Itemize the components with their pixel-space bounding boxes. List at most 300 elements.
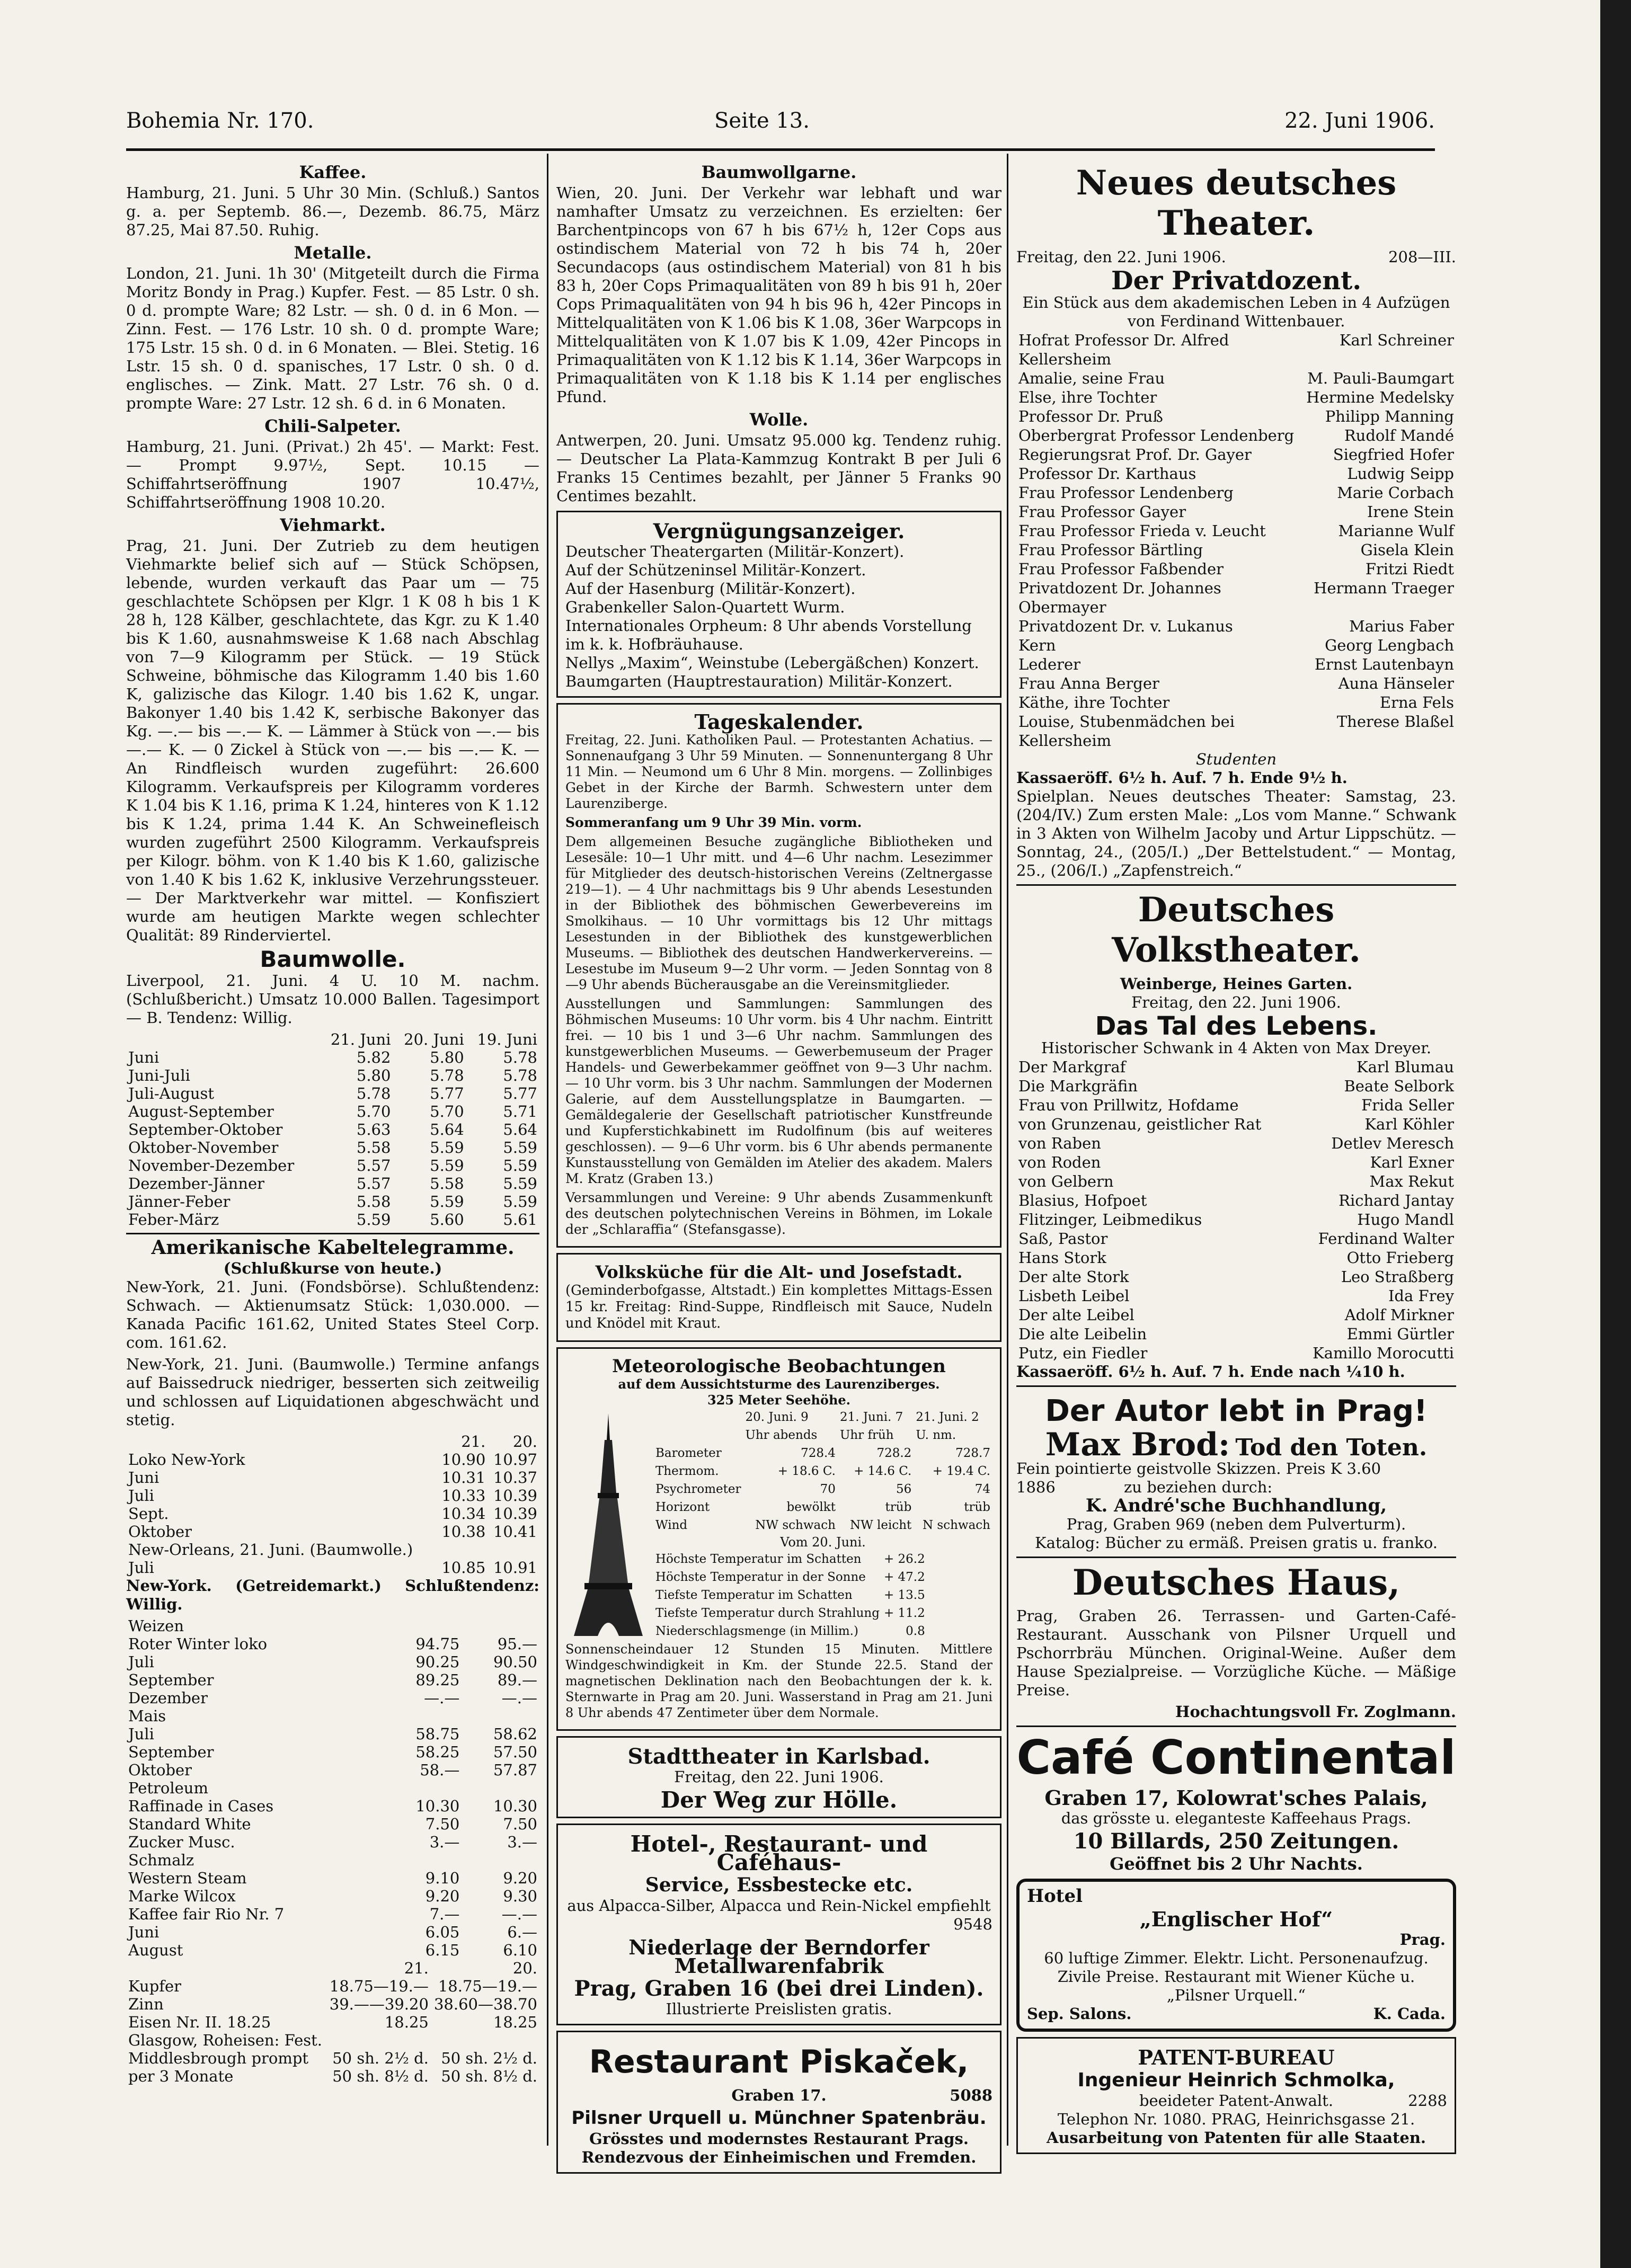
- cell-value: 5.58: [430, 1175, 464, 1193]
- cell-value: 5.80: [356, 1066, 391, 1084]
- piskacek-ad: [556, 2031, 1001, 2174]
- stadttheater-play: Der Weg zur Hölle.: [660, 1787, 898, 1813]
- cell-value: 39.——39.20: [329, 1995, 429, 2013]
- kaffee-text: Hamburg, 21. Juni. 5 Uhr 30 Min. (Schluß.) Santos g. a. per Septemb. 86.—, Dezemb. 86.75, März 87.25, Mai 87.50. Ruhig.: [126, 184, 539, 239]
- header-center: Seite 13.: [714, 109, 810, 133]
- scan-edge: [1600, 0, 1631, 2268]
- piskacek-number: 5088: [950, 2086, 992, 2104]
- brod-bezug: zu beziehen durch:: [1124, 1478, 1273, 1496]
- table-row: [653, 1444, 992, 1462]
- patent-bureau-footer: Ausarbeitung von Patenten für alle Staaten.: [1046, 2129, 1426, 2147]
- row-label: September: [128, 1743, 214, 1761]
- row-label: Tiefste Temperatur durch Strahlung: [655, 1606, 880, 1620]
- table-row: [1016, 655, 1456, 674]
- table-row: [126, 1779, 539, 1797]
- table-row: [1016, 1057, 1456, 1077]
- patent-bureau-name: Ingenieur Heinrich Schmolka,: [1077, 2069, 1395, 2091]
- table-row: [126, 2049, 539, 2067]
- cell-value: 5.80: [430, 1048, 464, 1066]
- cell-value: 10.30: [493, 1797, 537, 1815]
- englischer-hof-ad: [1016, 1879, 1456, 2032]
- row-label: Lisbeth Leibel: [1018, 1287, 1130, 1305]
- berndorf-pricelist: Illustrierte Preislisten gratis.: [666, 2000, 892, 2018]
- divider: [1016, 1726, 1456, 1727]
- cell-value: Otto Frieberg: [1346, 1249, 1454, 1267]
- cell-value: Marianne Wulf: [1338, 522, 1454, 540]
- cell-value: 74: [974, 1482, 990, 1496]
- cell-value: Leo Straßberg: [1341, 1268, 1454, 1286]
- baumwollgarne-heading: Baumwollgarne.: [701, 162, 857, 182]
- row-label: Western Steam: [128, 1869, 247, 1887]
- cell-value: Ludwig Seipp: [1347, 465, 1454, 483]
- row-label: Frau Professor Bärtling: [1018, 541, 1203, 559]
- table-row: [653, 1498, 992, 1516]
- englischer-hof-salons: Sep. Salons.: [1027, 2005, 1132, 2023]
- cell-value: 5.70: [430, 1102, 464, 1120]
- cell-value: 5.64: [503, 1120, 537, 1139]
- cell-value: 5.71: [503, 1102, 537, 1120]
- table-row: [1016, 540, 1456, 559]
- cell-value: Beate Selbork: [1344, 1077, 1454, 1095]
- cell-value: Erna Fels: [1379, 693, 1454, 711]
- row-label: Kupfer: [128, 1977, 182, 1995]
- cell-value: 18.25: [493, 2013, 537, 2031]
- cell-value: 6.—: [507, 1923, 537, 1941]
- row-label: Juli: [128, 1725, 154, 1743]
- cell-value: bewölkt: [786, 1500, 836, 1514]
- cell-value: 5.59: [430, 1157, 464, 1175]
- cell-value: 89.25: [415, 1671, 460, 1689]
- cell-value: 10.39: [493, 1487, 537, 1505]
- table-row: [126, 1725, 539, 1743]
- table-row: [1016, 1153, 1456, 1172]
- berndorf-subheading: Service, Essbestecke etc.: [645, 1874, 913, 1896]
- cell-value: Frida Seller: [1361, 1096, 1454, 1114]
- cell-value: 89.—: [497, 1671, 537, 1689]
- piskacek-line-1: Grösstes und modernstes Restaurant Prags.: [589, 2130, 969, 2148]
- cell-value: Irene Stein: [1367, 503, 1454, 521]
- cell-value: 18.75—19.—: [329, 1977, 429, 1995]
- table-row: [1016, 1096, 1456, 1115]
- table-row: [126, 1887, 539, 1905]
- table-row: [1016, 388, 1456, 407]
- table-row: [126, 1905, 539, 1923]
- row-label: Mais: [128, 1707, 166, 1725]
- volkstheater-cast: [1016, 1057, 1456, 1363]
- row-label: Petroleum: [128, 1779, 208, 1797]
- row-label: von Gelbern: [1018, 1172, 1114, 1190]
- cell-value: 9.20: [425, 1887, 460, 1905]
- cell-value: 5.59: [503, 1193, 537, 1211]
- metalle-heading: Metalle.: [294, 243, 372, 263]
- cell-value: Georg Lengbach: [1325, 636, 1454, 654]
- berndorf-text: aus Alpacca-Silber, Alpacca und Rein-Nickel empfiehlt: [567, 1897, 991, 1915]
- row-label: New-Orleans, 21. Juni. (Baumwolle.): [128, 1541, 413, 1559]
- table-row: [126, 1653, 539, 1671]
- cell-value: 3.—: [429, 1833, 460, 1851]
- divider: [1016, 884, 1456, 886]
- row-label: Else, ihre Tochter: [1018, 388, 1157, 406]
- row-label: Louise, Stubenmädchen bei Kellersheim: [1018, 713, 1235, 750]
- meteorologie-table: [653, 1408, 992, 1534]
- tageskalender-box: [556, 703, 1001, 1248]
- meteorologie-table-body: [653, 1444, 992, 1534]
- row-label: Frau Professor Frieda v. Leucht: [1018, 522, 1266, 540]
- cafe-continental-address: Graben 17, Kolowrat'sches Palais,: [1044, 1786, 1428, 1810]
- englischer-hof-text: 60 luftige Zimmer. Elektr. Licht. Personenaufzug. Zivile Preise. Restaurant mit Wiener Küche u. „Pilsner Urquell.“: [1044, 1949, 1429, 2004]
- brod-number: 1886: [1016, 1478, 1056, 1496]
- brod-address: Prag, Graben 969 (neben dem Pulverturm).: [1066, 1515, 1406, 1533]
- cell-value: 10.41: [493, 1523, 537, 1541]
- row-label: Kaffee fair Rio Nr. 7: [128, 1905, 285, 1923]
- column-2: [556, 159, 1001, 2166]
- deutsches-haus-text: Prag, Graben 26. Terrassen- und Garten-Café-Restaurant. Ausschank von Pilsner Urquell und Pschorrbräu München. Original-Weine. Außer dem Hause Spezialpreise. — Vorzügliche Küche. — Mäßige Preise.: [1016, 1607, 1456, 1699]
- getreide-table: [126, 1617, 539, 1959]
- cell-value: [384, 1851, 462, 1869]
- meteorologie-box: [556, 1347, 1001, 1731]
- table-row: [1016, 579, 1456, 617]
- table-row: [126, 1761, 539, 1779]
- row-label: Der alte Leibel: [1018, 1306, 1134, 1324]
- divider: [1016, 1385, 1456, 1387]
- cell-value: 50 sh. 8½ d.: [441, 2067, 537, 2085]
- cell-value: Karl Exner: [1370, 1153, 1454, 1171]
- deutsches-haus-heading: Deutsches Haus,: [1072, 1562, 1400, 1603]
- table-row: [1016, 426, 1456, 445]
- cell-value: trüb: [964, 1500, 990, 1514]
- brod-name: Max Brod:: [1045, 1426, 1230, 1463]
- table-row: [1016, 407, 1456, 426]
- brod-ad-heading: Der Autor lebt in Prag!: [1045, 1394, 1428, 1428]
- row-label: Die Markgräfin: [1018, 1077, 1138, 1095]
- row-label: Marke Wilcox: [128, 1887, 236, 1905]
- volkskueche-box: [556, 1253, 1001, 1342]
- berndorf-address: Prag, Graben 16 (bei drei Linden).: [574, 1976, 984, 2001]
- meteorologie-extremes-body: [653, 1550, 927, 1640]
- viehmarkt-heading: Viehmarkt.: [280, 515, 386, 535]
- cell-value: Rudolf Mandé: [1344, 426, 1454, 444]
- brod-text: Fein pointierte geistvolle Skizzen. Preis K 3.60: [1016, 1460, 1381, 1478]
- table-row: [1016, 521, 1456, 540]
- row-label: Raffinade in Cases: [128, 1797, 274, 1815]
- table-row: [126, 1743, 539, 1761]
- column-header: 21. Juni. 2 U. nm.: [916, 1410, 979, 1442]
- table-row: [126, 1211, 539, 1229]
- table-row: [126, 1851, 539, 1869]
- table-row: [126, 1523, 539, 1541]
- neues-theater-date-row: [1016, 248, 1456, 266]
- cell-value: Hermann Traeger: [1314, 579, 1454, 597]
- cell-value: 9.20: [503, 1869, 537, 1887]
- row-label: Höchste Temperatur im Schatten: [655, 1552, 862, 1566]
- column-rule-2: [1007, 154, 1008, 2146]
- row-label: Dezember-Jänner: [128, 1175, 265, 1193]
- table-row: [126, 1689, 539, 1707]
- meteorologie-extremes-table: [653, 1550, 927, 1640]
- column-header: 20. Juni: [404, 1030, 464, 1048]
- row-label: Käthe, ihre Tochter: [1018, 693, 1170, 711]
- cell-value: 57.87: [493, 1761, 537, 1779]
- piskacek-beer: Pilsner Urquell u. Münchner Spatenbräu.: [571, 2107, 987, 2129]
- baumwolle-table: [126, 1030, 539, 1229]
- row-label: Roter Winter loko: [128, 1635, 268, 1653]
- table-row: [1016, 617, 1456, 636]
- volkstheater-kassa: Kassaeröff. 6½ h. Auf. 7 h. Ende nach ¼10 h.: [1016, 1363, 1405, 1381]
- table-row: [1016, 1324, 1456, 1344]
- row-label: Thermom.: [655, 1464, 719, 1478]
- row-label: Juni: [128, 1048, 159, 1066]
- row-label: Dezember: [128, 1689, 208, 1707]
- volkstheater-play: Das Tal des Lebens.: [1095, 1011, 1378, 1041]
- row-label: Professor Dr. Karthaus: [1018, 465, 1196, 483]
- cell-value: 728.4: [801, 1446, 836, 1460]
- table-row: [126, 1175, 539, 1193]
- cell-value: 90.50: [493, 1653, 537, 1671]
- row-label: Hans Stork: [1018, 1249, 1106, 1267]
- row-label: Die alte Leibelin: [1018, 1325, 1147, 1343]
- piskacek-line-2: Rendezvous der Einheimischen und Fremden.: [581, 2148, 977, 2166]
- row-label: Juni: [128, 1469, 159, 1487]
- cell-value: [462, 1779, 539, 1797]
- row-label: Juli: [128, 1487, 154, 1505]
- column-3: [1016, 159, 1456, 2146]
- cell-value: 5.78: [356, 1084, 391, 1102]
- getreide-text: New-York. (Getreidemarkt.) Schlußtendenz: Willig.: [126, 1577, 539, 1613]
- cell-value: 3.—: [507, 1833, 537, 1851]
- table-row: [1016, 1344, 1456, 1363]
- cell-value: 56: [896, 1482, 912, 1496]
- cell-value: —.—: [424, 1689, 460, 1707]
- cell-value: 58.—: [420, 1761, 460, 1779]
- row-label: per 3 Monate: [128, 2067, 234, 2085]
- table-row: [653, 1568, 927, 1586]
- row-label: von Raben: [1018, 1134, 1101, 1152]
- patent-bureau-heading: PATENT-BUREAU: [1138, 2045, 1335, 2069]
- row-label: Saß, Pastor: [1018, 1230, 1108, 1248]
- table-row: [126, 1102, 539, 1120]
- brod-shop: K. André'sche Buchhandlung,: [1085, 1495, 1387, 1516]
- table-row: [126, 1833, 539, 1851]
- neues-theater-spielplan: Spielplan. Neues deutsches Theater: Samstag, 23. (204/IV.) Zum ersten Male: „Los vom Manne.“ Schwank in 3 Akten von Wilhelm Jacoby und Artur Lippschütz. — Sonntag, 24., (205/I.) „Der Bettelstudent.“ — Montag, 25., (206/I.) „Zapfenstreich.“: [1016, 787, 1456, 879]
- ausstellungen-text: Ausstellungen und Sammlungen: Sammlungen des Böhmischen Museums: 10 Uhr vorm. bis 4 Uhr nachm. Eintritt frei. — 10 bis 1 und 3—6 Uhr nachm. Sammlungen des kunstgewerblichen Museums. — Gewerbemuseum der Prager Handels- und Gewerbekammer geöffnet von 9—3 Uhr nachm. — 10 Uhr vorm. bis 3 Uhr nachm. Sammlungen der Modernen Galerie, auf dem Ausstellungsplatze in Baumgarten. — Gemäldegalerie der Gesellschaft patriotischer Kunstfreunde und Kupferstichkabinett im Rudolfinum (bis auf weiteres geschlossen). — 9—6 Uhr vorm. bis 6 Uhr abends permanente Kunstausstellung von Gemälden im Atelier des akadem. Malers M. Kratz (Graben 13.): [565, 996, 992, 1186]
- cell-value: 5.78: [430, 1066, 464, 1084]
- patent-bureau-number: 2288: [1408, 2092, 1447, 2110]
- baumwollgarne-text: Wien, 20. Juni. Der Verkehr war lebhaft und war namhafter Umsatz zu verzeichnen. Es erzielten: 6er Barchentpincops von 67 h bis 67½ h, 12er Cops aus ostindischem Material von 72 h bis 74 h, 20er Secundacops (aus ostindischem Material) von 81 h bis 83 h, 20er Cops Primaqualitäten von 89 h bis 91 h, 20er Cops Primaqualitäten von 94 h bis 96 h, 42er Pincops in Mittelqualitäten von K 1.06 bis K 1.08, 36er Warpcops in Mittelqualitäten von K 1.07 bis K 1.09, 42er Pincops in Primaqualitäten von K 1.12 bis K 1.14, 36er Warpcops in Primaqualitäten von K 1.18 bis K 1.14 per englisches Pfund.: [556, 184, 1001, 406]
- cell-value: 18.25: [384, 2013, 429, 2031]
- cell-value: 6.15: [425, 1941, 460, 1959]
- column-header: 21. Juni. 7 Uhr früh: [839, 1410, 903, 1442]
- cell-value: 10.97: [493, 1451, 537, 1469]
- englischer-hof-owner: K. Cada.: [1373, 2005, 1446, 2023]
- englischer-hof-name: „Englischer Hof“: [1139, 1907, 1333, 1931]
- cell-value: [462, 1851, 539, 1869]
- cell-value: 58.75: [415, 1725, 460, 1743]
- table-row: [126, 1157, 539, 1175]
- row-label: Eisen Nr. II. 18.25: [128, 2013, 271, 2031]
- cell-value: [326, 2031, 431, 2049]
- metalle-text: London, 21. Juni. 1h 30' (Mitgeteilt durch die Firma Moritz Bondy in Prag.) Kupfer. Fest. — 85 Lstr. 0 sh. 0 d. prompte Ware; 82 Lstr. — sh. 0 d. in 6 Mon. — Zinn. Fest. — 176 Lstr. 10 sh. 0 d. prompte Ware; 175 Lstr. 15 sh. 0 d. in 6 Monaten. — Blei. Stetig. 16 Lstr. 15 sh. 0 d. spanisches, 17 Lstr. 0 sh. 0 d. englisches. — Zink. Matt. 27 Lstr. 76 sh. 0 d. prompte Ware: 27 Lstr. 12 sh. 6 d. in 6 Monaten.: [126, 264, 539, 412]
- cell-value: + 18.6 C.: [777, 1464, 836, 1478]
- table-row: [126, 1797, 539, 1815]
- list-item: Auf der Hasenburg (Militär-Konzert).: [565, 580, 856, 598]
- row-label: Sept.: [128, 1505, 169, 1523]
- table-row: [1016, 636, 1456, 655]
- wolle-heading: Wolle.: [749, 410, 809, 430]
- cell-value: Richard Jantay: [1339, 1191, 1454, 1209]
- cell-value: Detlev Meresch: [1331, 1134, 1454, 1152]
- cell-value: 5.59: [356, 1211, 391, 1229]
- berndorf-number: 9548: [953, 1915, 992, 1933]
- cell-value: 94.75: [415, 1635, 460, 1653]
- cell-value: Therese Blaßel: [1336, 713, 1454, 731]
- table-row: [126, 1541, 539, 1559]
- wolle-text: Antwerpen, 20. Juni. Umsatz 95.000 kg. Tendenz ruhig. — Deutscher La Plata-Kammzug Kontrakt B per Juli 6 Franks 15 Centimes bezahlt, per Jänner 5 Franks 90 Centimes bezahlt.: [556, 431, 1001, 505]
- kaffee-heading: Kaffee.: [299, 162, 367, 182]
- cell-value: 7.50: [503, 1815, 537, 1833]
- cell-value: 7.50: [425, 1815, 460, 1833]
- table-row: [126, 1995, 539, 2013]
- cell-value: 10.39: [493, 1505, 537, 1523]
- table-row: [653, 1480, 992, 1498]
- column-header: 19. Juni: [477, 1030, 537, 1048]
- cafe-continental-heading: Café Continental: [1016, 1730, 1456, 1785]
- table-row: [1016, 1191, 1456, 1210]
- row-label: Psychrometer: [655, 1482, 741, 1496]
- row-label: Lederer: [1018, 655, 1081, 673]
- table-row: [126, 1066, 539, 1084]
- volkstheater-heading: Deutsches Volkstheater.: [1112, 890, 1361, 970]
- cell-value: 9.10: [425, 1869, 460, 1887]
- row-label: Zinn: [128, 1995, 164, 2013]
- row-label: von Roden: [1018, 1153, 1101, 1171]
- cell-value: trüb: [885, 1500, 912, 1514]
- neues-theater-number: 208—III.: [1388, 248, 1456, 266]
- row-label: Frau von Prillwitz, Hofdame: [1018, 1096, 1239, 1114]
- table-row: [1016, 1115, 1456, 1134]
- stadttheater-heading: Stadttheater in Karlsbad.: [627, 1744, 930, 1769]
- cell-value: 90.25: [415, 1653, 460, 1671]
- row-label: Zucker Musc.: [128, 1833, 235, 1851]
- cell-value: 5.63: [356, 1120, 391, 1139]
- cafe-continental-billards: 10 Billards, 250 Zeitungen.: [1073, 1829, 1399, 1854]
- cell-value: 6.05: [425, 1923, 460, 1941]
- row-label: Barometer: [655, 1446, 722, 1460]
- table-row: [126, 1707, 539, 1725]
- cell-value: Karl Blumau: [1356, 1058, 1454, 1076]
- cell-value: + 19.4 C.: [932, 1464, 990, 1478]
- list-item: Deutscher Theatergarten (Militär-Konzert).: [565, 542, 905, 561]
- berndorf-store: Niederlage der Berndorfer Metallwarenfabrik: [628, 1935, 929, 1978]
- row-label: Standard White: [128, 1815, 251, 1833]
- table-row: [1016, 1134, 1456, 1153]
- row-label: Horizont: [655, 1500, 710, 1514]
- cell-value: 5.58: [356, 1193, 391, 1211]
- cell-value: 18.75—19.—: [438, 1977, 537, 1995]
- row-label: Oktober: [128, 1523, 192, 1541]
- cell-value: 58.62: [493, 1725, 537, 1743]
- column-1: [126, 159, 539, 2146]
- tageskalender-text: Freitag, 22. Juni. Katholiken Paul. — Protestanten Achatius. — Sonnenaufgang 3 Uhr 59 Minuten. — Sonnenuntergang 8 Uhr 11 Min. — Neumond um 6 Uhr 8 Min. morgens. — Zollinbiges Gebet in der Kirche der Barmh. Schwestern unter dem Laurenziberge.: [565, 732, 992, 811]
- cell-value: + 13.5: [883, 1588, 925, 1602]
- cell-value: [384, 1707, 462, 1725]
- table-row: [1016, 1172, 1456, 1191]
- table-row: [126, 1120, 539, 1139]
- cell-value: 5.59: [503, 1175, 537, 1193]
- table-row: [1016, 483, 1456, 502]
- vergnuegungsanzeiger-heading: Vergnügungsanzeiger.: [653, 519, 905, 543]
- table-header-row: [126, 1433, 539, 1451]
- cell-value: 5.78: [503, 1066, 537, 1084]
- list-item: Grabenkeller Salon-Quartett Wurm.: [565, 598, 845, 616]
- amerik-subheading: (Schlußkurse von heute.): [223, 1259, 442, 1277]
- piskacek-address-row: [565, 2086, 992, 2105]
- row-label: Tiefste Temperatur im Schatten: [655, 1588, 853, 1602]
- row-label: Regierungsrat Prof. Dr. Gayer: [1018, 446, 1252, 464]
- row-label: Kern: [1018, 636, 1056, 654]
- cell-value: 5.59: [430, 1193, 464, 1211]
- sommeranfang-text: Sommeranfang um 9 Uhr 39 Min. vorm.: [565, 815, 862, 830]
- piskacek-heading: Restaurant Piskaček,: [589, 2043, 969, 2080]
- observation-tower-illustration: [569, 1408, 648, 1641]
- table-row: [126, 1869, 539, 1887]
- patent-bureau-address: Telephon Nr. 1080. PRAG, Heinrichsgasse 21.: [1057, 2110, 1415, 2128]
- neues-theater-date: Freitag, den 22. Juni 1906.: [1016, 248, 1226, 266]
- cell-value: Philipp Manning: [1325, 407, 1454, 425]
- table-row: [1016, 1305, 1456, 1324]
- stadttheater-date: Freitag, den 22. Juni 1906.: [674, 1768, 884, 1786]
- cell-value: 57.50: [493, 1743, 537, 1761]
- header-left: Bohemia Nr. 170.: [126, 109, 314, 133]
- brod-katalog: Katalog: Bücher zu ermäß. Preisen gratis u. franko.: [1034, 1534, 1438, 1552]
- cell-value: 5.57: [356, 1175, 391, 1193]
- neues-theater-heading: Neues deutsches Theater.: [1076, 163, 1397, 243]
- cell-value: Karl Schreiner: [1339, 331, 1454, 349]
- row-label: Frau Professor Faßbender: [1018, 560, 1224, 578]
- row-label: Frau Anna Berger: [1018, 674, 1159, 692]
- cell-value: Ida Frey: [1388, 1287, 1454, 1305]
- row-label: Frau Professor Gayer: [1018, 503, 1186, 521]
- table-row: [653, 1462, 992, 1480]
- cell-value: 5.78: [503, 1048, 537, 1066]
- cell-value: 5.60: [430, 1211, 464, 1229]
- table-row: [126, 1487, 539, 1505]
- row-label: Oberbergrat Professor Lendenberg: [1018, 426, 1295, 444]
- cell-value: Max Rekut: [1369, 1172, 1454, 1190]
- cell-value: [487, 1541, 539, 1559]
- row-label: Schmalz: [128, 1851, 194, 1869]
- volkskueche-heading: Volksküche für die Alt- und Josefstadt.: [595, 1262, 963, 1282]
- table-row: [1016, 369, 1456, 388]
- table-row: [653, 1604, 927, 1622]
- row-label: Middlesbrough prompt: [128, 2049, 309, 2067]
- table-row: [1016, 1077, 1456, 1096]
- cell-value: Hugo Mandl: [1357, 1211, 1454, 1229]
- table-row: [126, 2067, 539, 2085]
- cell-value: 0.8: [906, 1624, 925, 1638]
- table-row: [126, 2031, 539, 2049]
- table-row: [126, 1635, 539, 1653]
- meteorologie-heading: Meteorologische Beobachtungen: [612, 1356, 946, 1377]
- column-header: 20.: [512, 1433, 537, 1451]
- table-row: [1016, 693, 1456, 712]
- cell-value: 9.30: [503, 1887, 537, 1905]
- row-label: Der alte Stork: [1018, 1268, 1129, 1286]
- vergnuegungsanzeiger-box: [556, 511, 1001, 698]
- table-row: [126, 1941, 539, 1959]
- row-label: Feber-März: [128, 1211, 219, 1229]
- column-header: 21.: [461, 1433, 486, 1451]
- chili-text: Hamburg, 21. Juni. (Privat.) 2h 45'. — Markt: Fest. — Prompt 9.97½, Sept. 10.15 — Schiffahrtseröffnung 1907 10.47½, Schiffahrtseröffnung 1908 10.20.: [126, 438, 539, 511]
